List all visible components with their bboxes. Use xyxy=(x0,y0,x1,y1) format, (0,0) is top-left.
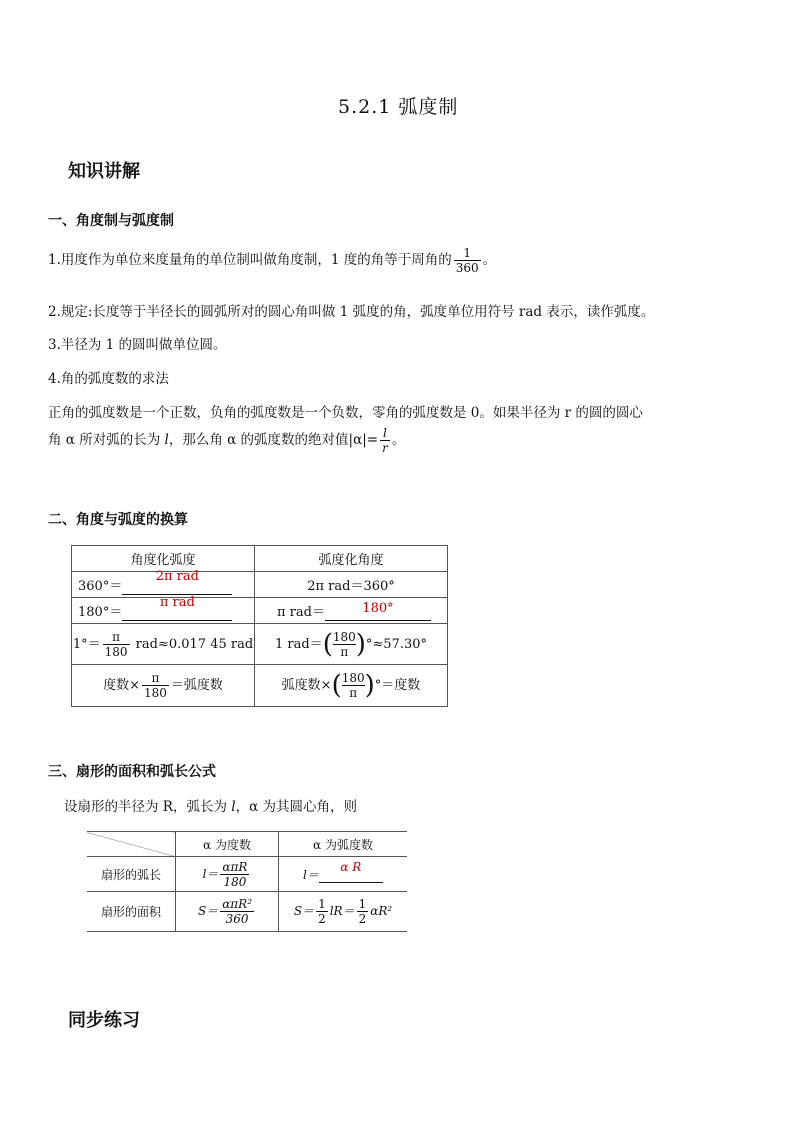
row-label-area: 扇形的面积 xyxy=(87,892,176,932)
sec3-intro xyxy=(64,795,357,815)
diagonal-header-cell xyxy=(87,832,176,857)
fraction-180-pi xyxy=(333,630,356,659)
conversion-table xyxy=(71,545,448,707)
text: αR² xyxy=(370,904,393,918)
text: ＝弧度数 xyxy=(170,678,223,693)
cell-180 xyxy=(72,594,255,624)
answer-blank xyxy=(122,594,232,621)
frac-den: 360 xyxy=(225,912,249,926)
fraction-l-r xyxy=(380,426,390,455)
section3-heading: 三、扇形的面积和弧长公式 xyxy=(48,764,216,780)
frac-num: 180 xyxy=(332,629,356,644)
text: 设扇形的半径为 R，弧长为 xyxy=(64,799,227,815)
cell-360-label: 360°＝ xyxy=(78,578,123,594)
cell-pi-label: π rad＝ xyxy=(277,604,325,620)
text: °＝度数 xyxy=(374,678,421,693)
cell-arc-degree xyxy=(176,857,279,892)
paren-left: ( xyxy=(331,670,342,701)
sec1-p1-end: 。 xyxy=(482,252,497,268)
fraction-1-360 xyxy=(454,246,481,275)
cell-arc-radian xyxy=(279,857,408,892)
frac-den: π xyxy=(340,644,349,659)
fraction-arc-degree xyxy=(220,860,249,889)
answer-text: α R xyxy=(340,859,362,874)
frac-den: 2 xyxy=(358,912,367,926)
cell-area-degree xyxy=(176,892,279,932)
frac-den: π xyxy=(349,686,358,700)
row-label-arc-length: 扇形的弧长 xyxy=(87,857,176,892)
sec1-p1-text: 1.用度作为单位来度量角的单位制叫做角度制，1 度的角等于周角的 xyxy=(48,252,452,268)
fraction-180-pi xyxy=(342,671,365,700)
frac-num: π xyxy=(142,671,169,686)
frac-den: r xyxy=(382,441,388,455)
answer-blank xyxy=(325,600,431,621)
text: S＝ xyxy=(197,904,219,918)
answer-blank xyxy=(319,859,383,883)
sec1-p5-text-b: ，那么角 α 的弧度数的绝对值|α|= xyxy=(168,432,379,448)
section1-heading: 一、角度制与弧度制 xyxy=(48,213,174,229)
text: 1°＝ xyxy=(72,636,101,652)
text: °≈57.30° xyxy=(365,636,428,652)
frac-den: 180 xyxy=(143,686,167,700)
frac-num: απR xyxy=(222,859,248,874)
text: rad≈0.017 45 rad xyxy=(131,636,254,652)
fraction-half xyxy=(357,897,369,926)
text: 度数× xyxy=(103,678,140,693)
paren-right: ) xyxy=(364,670,375,701)
section2-heading: 二、角度与弧度的换算 xyxy=(48,512,188,528)
sec1-p5-text-a: 角 α 所对弧的长为 xyxy=(48,432,161,448)
cell-pi xyxy=(255,598,448,624)
text: ，α 为其圆心角，则 xyxy=(235,799,358,815)
sec1-p3: 3.半径为 1 的圆叫做单位圆。 xyxy=(48,337,227,353)
page-title: 5.2.1 弧度制 xyxy=(338,96,459,118)
cell-1rad xyxy=(255,624,448,665)
sec1-p5-line1: 正角的弧度数是一个正数，负角的弧度数是一个负数，零角的弧度数是 0。如果半径为 r 的圆的圆心 xyxy=(48,405,643,421)
frac-num: απR² xyxy=(222,897,253,911)
frac-den: 360 xyxy=(455,261,479,275)
knowledge-heading: 知识讲解 xyxy=(68,161,140,182)
answer-text: π rad xyxy=(159,594,195,610)
frac-den: 180 xyxy=(104,644,128,659)
sec1-p5-end: 。 xyxy=(391,432,406,448)
cell-1deg xyxy=(72,624,255,665)
text: l＝ xyxy=(202,866,219,881)
col-header-degree: α 为度数 xyxy=(176,832,279,857)
paren-left: ( xyxy=(322,629,333,659)
frac-num: 1 xyxy=(454,246,481,261)
col-header-radian: α 为弧度数 xyxy=(279,832,408,857)
answer-blank xyxy=(122,568,232,595)
cell-2pi: 2π rad＝360° xyxy=(255,572,448,598)
fraction-pi-180 xyxy=(103,630,130,659)
cell-deg-formula xyxy=(72,665,255,707)
cell-area-radian xyxy=(279,892,408,932)
answer-text: 180° xyxy=(362,600,394,616)
sector-formula-table xyxy=(87,831,407,932)
frac-num: 180 xyxy=(341,671,365,685)
fraction-pi-180 xyxy=(142,671,169,700)
text: S＝ xyxy=(293,904,315,918)
col-header-rad-to-deg: 弧度化角度 xyxy=(255,546,448,572)
symbol-l: l xyxy=(164,432,169,448)
text: lR＝ xyxy=(329,904,355,918)
text: 弧度数× xyxy=(281,678,332,693)
fraction-half xyxy=(316,897,328,926)
answer-text: 2π rad xyxy=(155,568,199,584)
frac-den: 180 xyxy=(223,874,247,889)
frac-num: 1 xyxy=(318,897,326,911)
text: l＝ xyxy=(303,867,319,882)
sec1-p4: 4.角的弧度数的求法 xyxy=(48,371,169,387)
frac-num: l xyxy=(380,426,390,441)
frac-num: π xyxy=(103,630,130,645)
sec1-p2: 2.规定:长度等于半径长的圆弧所对的圆心角叫做 1 弧度的角，弧度单位用符号 rad 表示，读作弧度。 xyxy=(48,304,655,320)
frac-num: 1 xyxy=(358,897,367,911)
frac-den: 2 xyxy=(318,912,326,926)
practice-heading: 同步练习 xyxy=(68,1010,140,1031)
text: 1 rad＝ xyxy=(274,636,323,652)
sec1-p5-line2 xyxy=(48,426,405,455)
paren-right: ) xyxy=(355,629,366,659)
cell-180-label: 180°＝ xyxy=(78,604,123,620)
fraction-area-degree xyxy=(220,897,254,926)
cell-rad-formula xyxy=(255,665,448,707)
symbol-l: l xyxy=(231,799,236,815)
col-header-deg-to-rad: 角度化弧度 xyxy=(72,546,255,572)
sec1-p1 xyxy=(48,246,496,275)
